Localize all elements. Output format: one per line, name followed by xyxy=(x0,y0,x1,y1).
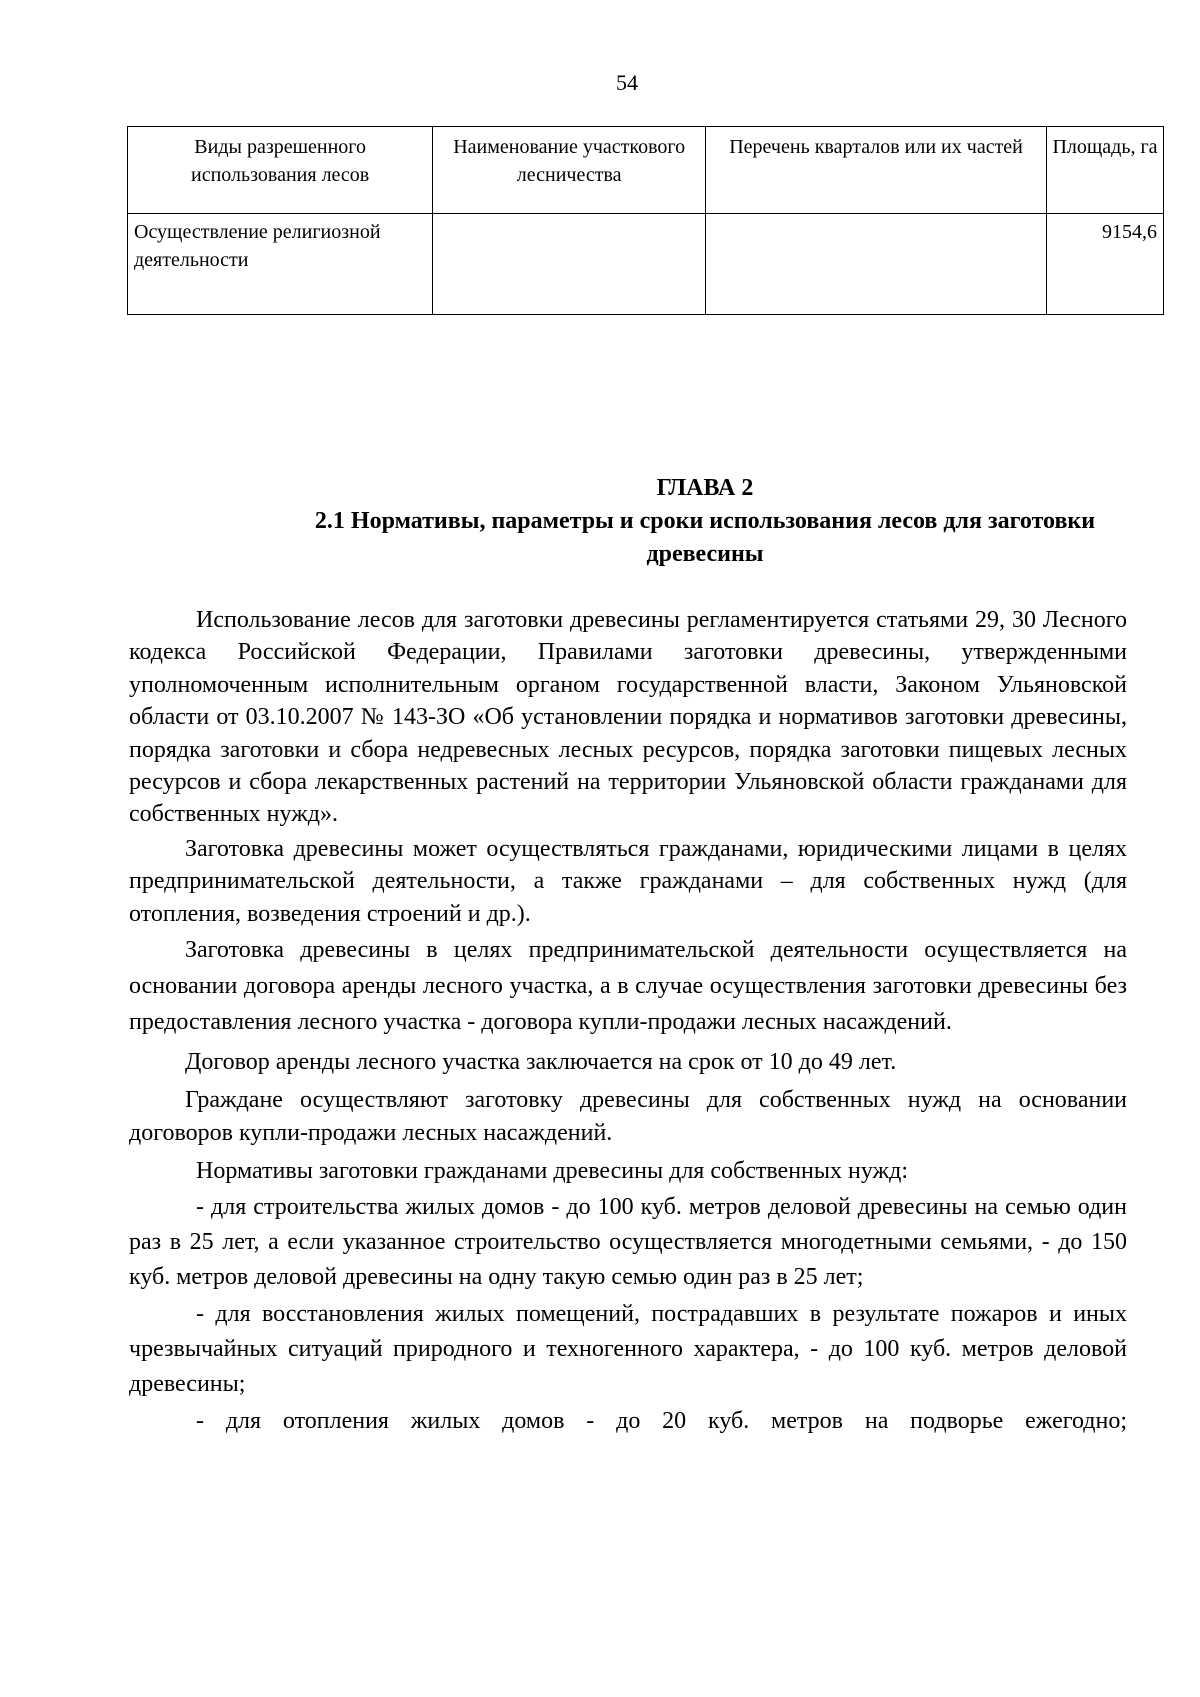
paragraph: Использование лесов для заготовки древесины регламентируется статьями 29, 30 Лесного кодекса Российской Федерации, Правилами заготовки древесины, утвержденными уполномоченным исполнительным органом государственной власти, Законом Ульяновской области от 03.10.2007 № 143-ЗО «Об установлении порядка и нормативов заготовки древесины, порядка заготовки и сбора недревесных лесных ресурсов, порядка заготовки пищевых лесных ресурсов и сбора лекарственных растений на территории Ульяновской области гражданами для собственных нужд». xyxy=(129,607,1127,828)
table-cell xyxy=(706,214,1047,315)
land-use-table xyxy=(127,126,1164,315)
paragraph: Заготовка древесины может осуществляться гражданами, юридическими лицами в целях предпринимательской деятельности, а также гражданами – для собственных нужд (для отопления, возведения строений и др.). xyxy=(129,835,1127,927)
section-title: 2.1 Нормативы, параметры и сроки использования лесов для заготовки древесины xyxy=(314,508,1096,567)
table-cell: Осуществление религиозной деятельности xyxy=(128,214,433,315)
table-header-row xyxy=(128,127,1164,214)
paragraph: Нормативы заготовки гражданами древесины для собственных нужд: xyxy=(196,1158,908,1185)
table-header-cell: Площадь, га xyxy=(1047,127,1164,214)
list-item: - для отопления жилых домов - до 20 куб. метров на подворье ежегодно; xyxy=(196,1407,1127,1434)
chapter-heading xyxy=(290,472,1120,571)
page-number: 54 xyxy=(616,70,638,95)
chapter-label: ГЛАВА 2 xyxy=(656,475,754,501)
table-header-cell: Перечень кварталов или их частей xyxy=(706,127,1047,214)
table-row xyxy=(128,214,1164,315)
table-cell: 9154,6 xyxy=(1047,214,1164,315)
paragraph: Заготовка древесины в целях предпринимательской деятельности осуществляется на основании договора аренды лесного участка, а в случае осуществления заготовки древесины без предоставления лесного участка - договора купли-продажи лесных насаждений. xyxy=(129,937,1127,1036)
list-item: - для строительства жилых домов - до 100 куб. метров деловой древесины на семью один раз в 25 лет, а если указанное строительство осуществляется многодетными семьями, - до 150 куб. метров деловой древесины на одну такую семью один раз в 25 лет; xyxy=(129,1193,1127,1290)
list-item: - для восстановления жилых помещений, пострадавших в результате пожаров и иных чрезвычайных ситуаций природного и техногенного характера, - до 100 куб. метров деловой древесины; xyxy=(129,1300,1127,1397)
paragraph: Договор аренды лесного участка заключается на срок от 10 до 49 лет. xyxy=(185,1049,897,1076)
table-cell xyxy=(433,214,706,315)
table-header-cell: Виды разрешенного использования лесов xyxy=(128,127,433,214)
body-text xyxy=(129,604,1127,1439)
paragraph: Граждане осуществляют заготовку древесины для собственных нужд на основании договоров купли-продажи лесных насаждений. xyxy=(129,1087,1127,1146)
table-header-cell: Наименование участкового лесничества xyxy=(433,127,706,214)
